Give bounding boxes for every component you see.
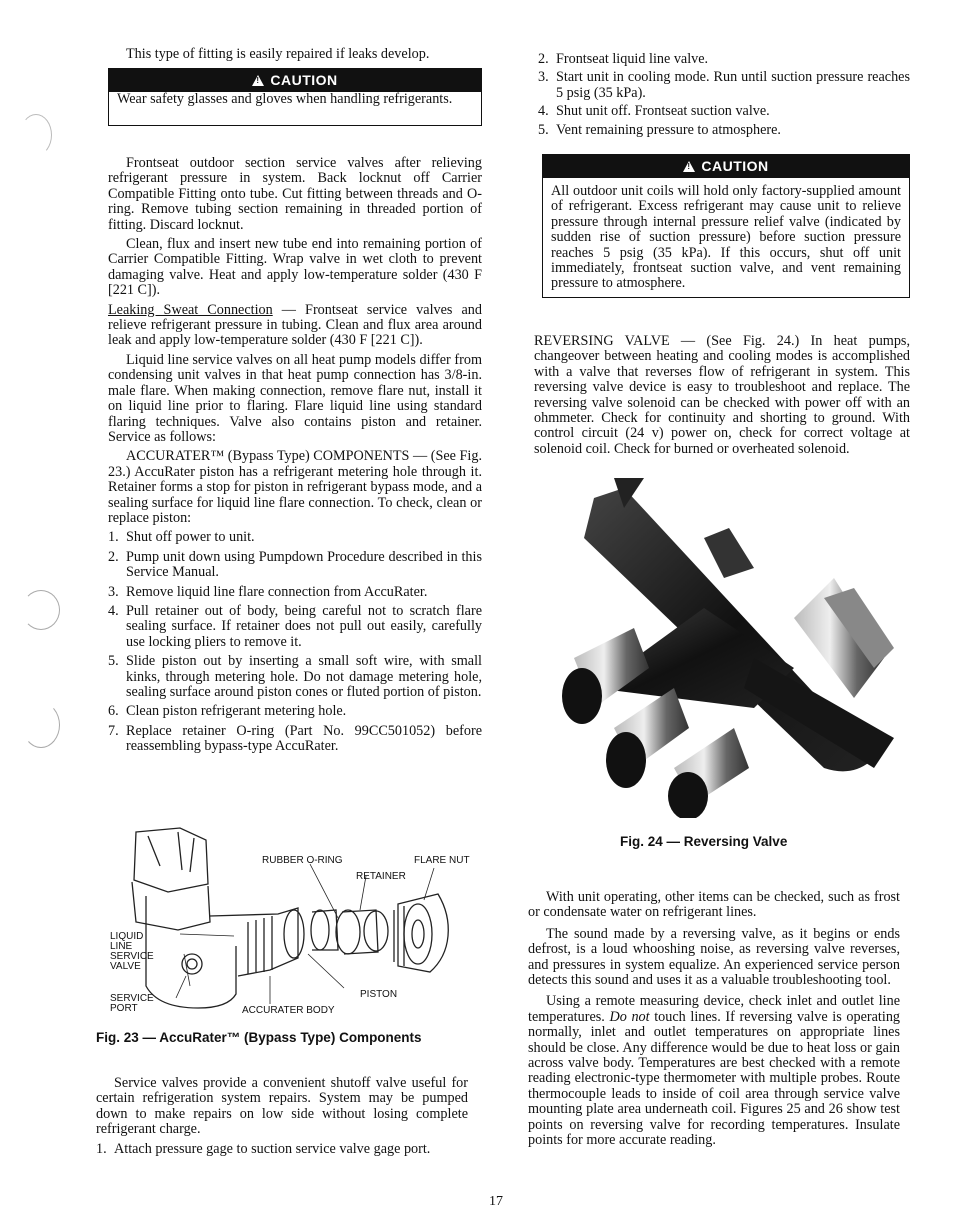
paragraph: Leaking Sweat Connection — Frontseat service valves and relieve refrigerant pressure in tubing. Clean and flux area around leak and apply low-temperature solder (430 F [221 C]).	[108, 301, 482, 349]
label-accurater-body: ACCURATER BODY	[242, 1005, 335, 1016]
list-item: 7. Replace retainer O-ring (Part No. 99CC501052) before reassembling bypass-type AccuRater.	[108, 722, 482, 755]
list-item: 5. Slide piston out by inserting a small soft wire, with small kinks, through metering hole. Do not damage metering hole, sealing surface around piston cones or fluted portion of piston.	[108, 653, 482, 700]
label-line: LINE	[110, 941, 133, 952]
caution-header: !CAUTION	[109, 69, 481, 92]
procedure-list	[96, 1142, 468, 1157]
page-number: 17	[489, 1194, 503, 1209]
procedure-list	[108, 530, 482, 754]
caution-text: Wear safety glasses and gloves when handling refrigerants.	[117, 91, 453, 107]
label-valve: VALVE	[110, 961, 141, 972]
label-service: SERVICE	[110, 951, 154, 962]
paragraph: Liquid line service valves on all heat pump models differ from condensing unit valves in that heat pump connection has 3/8-in. male flare. When making connection, remove flare nut, install it on liquid line prior to flaring. Flare liquid line using standard flaring techniques. Valve also contains piston and retainer. Service as follows:	[108, 351, 482, 445]
list-item: 1. Attach pressure gage to suction service valve gage port.	[96, 1140, 431, 1157]
fig23-caption: Fig. 23 — AccuRater™ (Bypass Type) Components	[96, 1030, 422, 1045]
fig23-illustration	[98, 826, 488, 1022]
label-port: PORT	[110, 1003, 138, 1014]
paragraph: The sound made by a reversing valve, as it begins or ends defrost, is a loud whooshing noise, as reversing valve reverses, and pressures in system equalize. An experienced service person detects this sound and uses it as a valuable troubleshooting tool.	[528, 925, 900, 989]
label-piston: PISTON	[360, 989, 398, 1000]
list-item: 6. Clean piston refrigerant metering hole.	[108, 703, 347, 720]
paragraph: REVERSING VALVE — (See Fig. 24.) In heat pumps, changeover between heating and cooling modes is accomplished with a valve that reverses flow of refrigerant in system. This reversing valve device is easy to troubleshoot and replace. The reversing valve solenoid can be checked with power off with an ohmmeter. Check for continuity and shorting to ground. With control circuit (24 v) power on, check for correct voltage at solenoid coil. Check for burned or overheated solenoid.	[534, 333, 910, 457]
reversing-valve-image	[554, 478, 902, 818]
paragraph: ACCURATER™ (Bypass Type) COMPONENTS — (See Fig. 23.) AccuRater piston has a refrigerant metering hole through it. Retainer forms a stop for piston in refrigerant bypass mode, and a sealing surface for liquid line flare connection. To check, clean or replace piston:	[108, 448, 482, 526]
caution-header: !CAUTION	[543, 155, 909, 178]
list-item: 2. Pump unit down using Pumpdown Procedure described in this Service Manual.	[108, 548, 482, 581]
label-flare-nut: FLARE NUT	[414, 855, 470, 866]
list-item: 4. Pull retainer out of body, being careful not to scratch flare sealing surface. If retainer does not pull out easily, carefully use locking pliers to remove it.	[108, 602, 482, 650]
label-liquid: LIQUID	[110, 931, 144, 942]
procedure-list	[538, 52, 910, 138]
binder-hole-mark	[22, 590, 60, 630]
list-item: 2. Frontseat liquid line valve.	[538, 51, 709, 67]
binder-hole-mark	[20, 114, 52, 156]
list-item: 5. Vent remaining pressure to atmosphere.	[538, 121, 781, 138]
caution-text: All outdoor unit coils will hold only factory-supplied amount of refrigerant. Excess refrigerant may cause unit to relieve pressure through internal pressure relief valve (indicated by sudden rise of suction pressure) before suction pressure reaches 5 psig (35 kPa). If this occurs, shut off unit immediately, frontseat suction valve, and vent remaining pressure to atmosphere.	[551, 183, 901, 292]
hex-cap	[134, 828, 208, 892]
list-item: 4. Shut unit off. Frontseat suction valve.	[538, 103, 770, 120]
intro-text: This type of fitting is easily repaired if leaks develop.	[126, 46, 430, 62]
binder-hole-mark	[22, 702, 60, 748]
caution-box	[108, 68, 482, 126]
paragraph: Using a remote measuring device, check inlet and outlet line temperatures. Do not touch lines. If reversing valve is operating normally, inlet and outlet temperatures on appropriate lines should be close. Any difference would be due to heat loss or gain across valve body. Temperatures are best checked with a remote reading electronic-type thermometer with multiple probes. Route thermocouple leads to inside of coil area through service valve mounting plate area underneath coil. Figures 25 and 26 show test points on reversing valve for recording temperatures. Insulate points for more accurate reading.	[528, 993, 901, 1149]
fig24-caption: Fig. 24 — Reversing Valve	[620, 834, 788, 849]
subheading: Leaking Sweat Connection	[108, 301, 273, 318]
label-rubber-oring: RUBBER O-RING	[262, 855, 343, 866]
warning-icon	[683, 161, 695, 172]
caution-box	[542, 154, 910, 298]
list-item: 1. Shut off power to unit.	[108, 529, 255, 546]
list-item: 3. Start unit in cooling mode. Run until suction pressure reaches 5 psig (35 kPa).	[538, 69, 910, 101]
paragraph: Clean, flux and insert new tube end into remaining portion of Carrier Compatible Fitting. Wrap valve in wet cloth to prevent damaging valve. Heat and apply low-temperature solder (430 F [221 C]).	[108, 236, 482, 299]
list-item: 3. Remove liquid line flare connection from AccuRater.	[108, 583, 428, 600]
fig24-photo	[554, 478, 902, 818]
warning-icon	[252, 75, 264, 86]
label-retainer: RETAINER	[356, 871, 406, 882]
paragraph: Frontseat outdoor section service valves after relieving refrigerant pressure in system. Back locknut off Carrier Compatible Fitting onto tube. Cut fitting between threads and O-ring. Remove tubing section remaining in threaded portion of fitting. Discard locknut.	[108, 155, 482, 233]
paragraph: With unit operating, other items can be checked, such as frost or condensate water on refrigerant lines.	[528, 889, 900, 921]
label-service-port: SERVICE	[110, 993, 154, 1004]
paragraph: Service valves provide a convenient shutoff valve useful for certain refrigeration system repairs. System may be pumped down to make repairs on low side without losing complete refrigerant charge.	[96, 1075, 468, 1138]
